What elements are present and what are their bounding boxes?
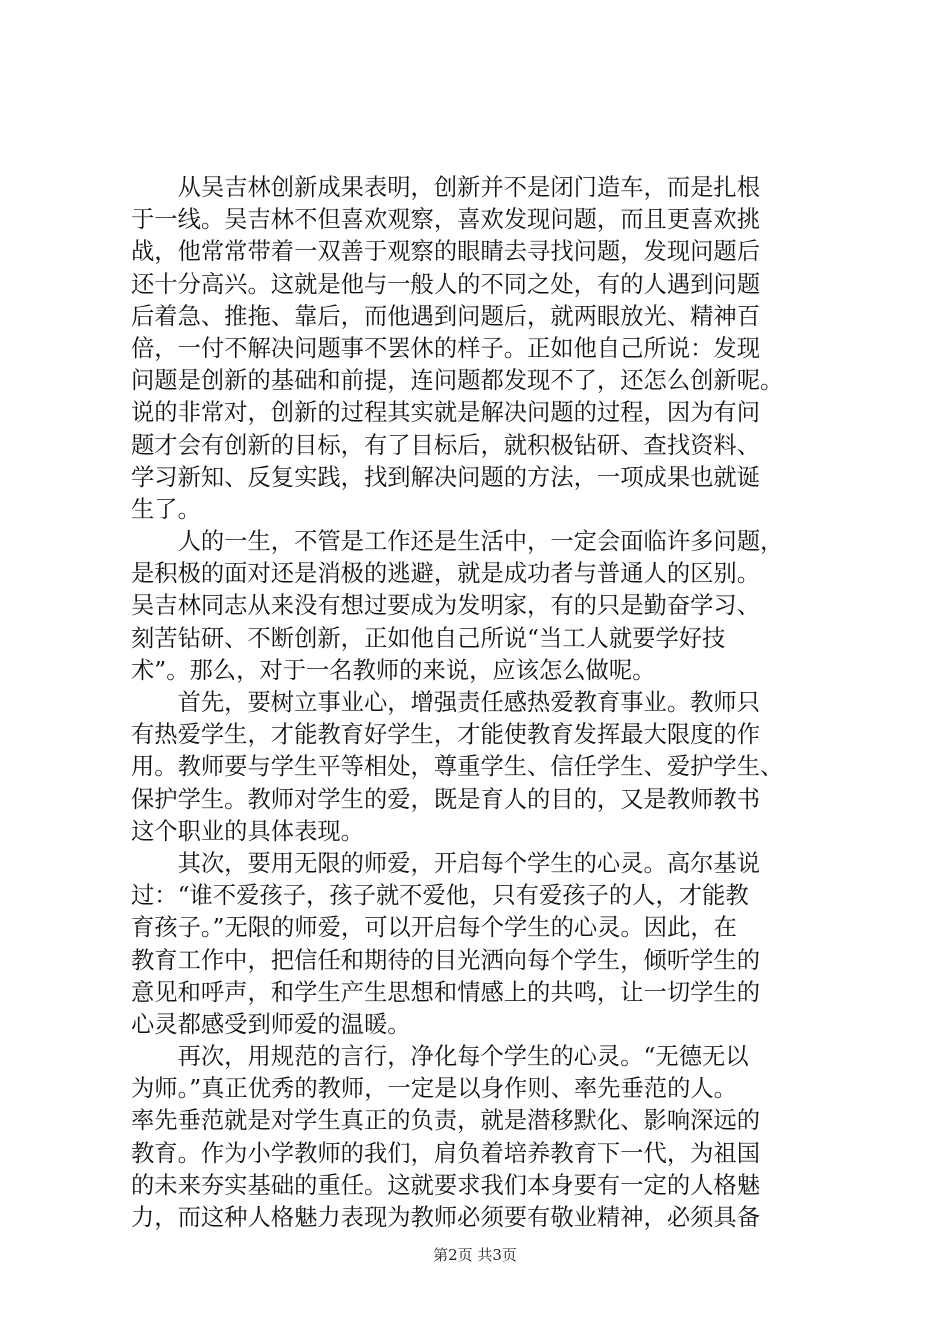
text-line: 倍，一付不解决问题事不罢休的样子。正如他自己所说：发现 — [131, 334, 761, 362]
text-line: 再次，用规范的言行，净化每个学生的心灵。“无德无以 — [131, 1043, 749, 1071]
text-line: 还十分高兴。这就是他与一般人的不同之处，有的人遇到问题 — [131, 270, 761, 298]
text-line: 学习新知、反复实践，找到解决问题的方法，一项成果也就诞 — [131, 463, 761, 491]
text-line: 有热爱学生，才能教育好学生，才能使教育发挥最大限度的作 — [131, 721, 761, 749]
page-footer: 第2页 共3页 — [433, 1246, 517, 1264]
text-line: 保护学生。教师对学生的爱，既是育人的目的，又是教师教书 — [131, 785, 761, 813]
text-line: 战，他常常带着一双善于观察的眼睛去寻找问题，发现问题后 — [131, 238, 761, 266]
text-line: 问题是创新的基础和前提，连问题都发现不了，还怎么创新呢。 — [131, 367, 784, 395]
text-line: 是积极的面对还是消极的逃避，就是成功者与普通人的区别。 — [131, 560, 761, 588]
text-line: 育孩子。”无限的师爱，可以开启每个学生的心灵。因此，在 — [131, 914, 737, 942]
text-line: 后着急、推拖、靠后，而他遇到问题后，就两眼放光、精神百 — [131, 302, 761, 330]
text-line: 用。教师要与学生平等相处，尊重学生、信任学生、爱护学生、 — [131, 753, 784, 781]
text-line: 为师。”真正优秀的教师，一定是以身作则、率先垂范的人。 — [131, 1075, 737, 1103]
text-line: 术”。那么，对于一名教师的来说，应该怎么做呢。 — [131, 656, 656, 684]
text-line: 于一线。吴吉林不但喜欢观察，喜欢发现问题，而且更喜欢挑 — [131, 206, 761, 234]
text-line: 其次，要用无限的师爱，开启每个学生的心灵。高尔基说 — [131, 849, 761, 877]
text-line: 力，而这种人格魅力表现为教师必须要有敬业精神，必须具备 — [131, 1204, 761, 1231]
text-line: 从吴吉林创新成果表明，创新并不是闭门造车，而是扎根 — [131, 174, 761, 201]
text-line: 刻苦钻研、不断创新，正如他自己所说“当工人就要学好技 — [131, 624, 726, 652]
text-line: 心灵都感受到师爱的温暖。 — [131, 1010, 411, 1038]
text-line: 的未来夯实基础的重任。这就要求我们本身要有一定的人格魅 — [131, 1171, 761, 1199]
body-text — [131, 172, 831, 1234]
text-line: 人的一生，不管是工作还是生活中，一定会面临许多问题， — [131, 528, 784, 556]
text-line: 首先，要树立事业心，增强责任感热爱教育事业。教师只 — [131, 689, 761, 716]
text-line: 生了。 — [131, 495, 201, 523]
text-line: 过：“谁不爱孩子，孩子就不爱他，只有爱孩子的人，才能教 — [131, 882, 749, 910]
text-line: 说的非常对，创新的过程其实就是解决问题的过程，因为有问 — [131, 399, 761, 427]
text-line: 教育。作为小学教师的我们，肩负着培养教育下一代，为祖国 — [131, 1139, 761, 1167]
text-line: 这个职业的具体表现。 — [131, 817, 364, 845]
text-line: 吴吉林同志从来没有想过要成为发明家，有的只是勤奋学习、 — [131, 592, 761, 620]
text-line: 题才会有创新的目标，有了目标后，就积极钻研、查找资料、 — [131, 431, 761, 459]
text-line: 教育工作中，把信任和期待的目光洒向每个学生，倾听学生的 — [131, 946, 761, 974]
text-line: 率先垂范就是对学生真正的负责，就是潜移默化、影响深远的 — [131, 1107, 761, 1135]
text-line: 意见和呼声，和学生产生思想和情感上的共鸣，让一切学生的 — [131, 978, 761, 1006]
